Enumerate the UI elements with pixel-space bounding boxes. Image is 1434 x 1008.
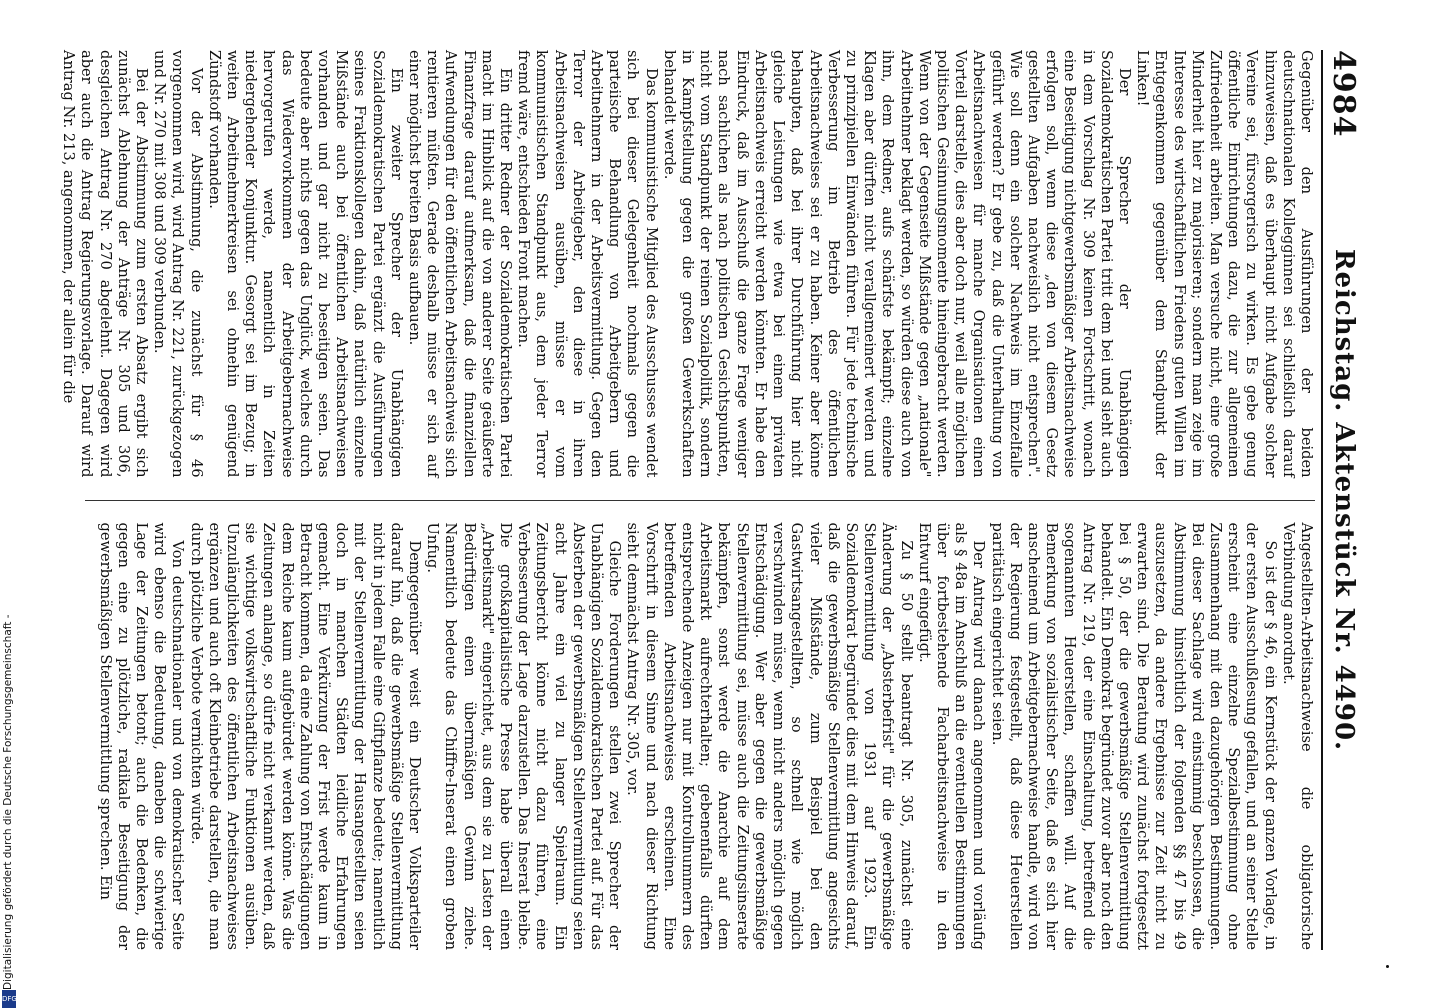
paragraph: Gleiche Forderungen stellen zwei Sprecher der Unabhängigen Sozialdemokratischen Partei auf. Für das Absterben der gewerbsmäßigen Stellenvermittlung seien acht Jahre ein viel zu langer Spielraum. Ein Zeitungsbericht könne nicht dazu führen, eine Verbesserung der Lage darzustellen. Das Inserat bleibe. Die großkapitalistische Presse habe überall einen „Arbeitsmarkt" eingerichtet, aus dem sie zu Lasten der Bedürftigen einen übermäßigen Gewinn ziehe. Namentlich bedeute das Chiffre-Inserat einen groben Unfug.: [424, 522, 624, 950]
paragraph: Ein zweiter Sprecher der Unabhängigen Sozialdemokratischen Partei ergänzt die Ausführungen seines Fraktionskollegen dahin, daß natürlich einzelne Mißstände auch bei öffentlichen Arbeitsnachweisen vorhanden und gar nicht zu beseitigen seien. Das bedeute aber nichts gegen das Unglück, welches durch das Wiedervorkommen der Arbeitgebernachweise hervorgerufen werde, namentlich in Zeiten niedergehender Konjunktur. Gesorgt sei im Bezug; in weiten Arbeitnehmerkreisen sei ohnehin genügend Zündstoff vorhanden.: [205, 50, 405, 478]
page-number: 4984: [1326, 50, 1361, 138]
paragraph: Von deutschnationaler und von demokratischer Seite wird ebenso die Bedeutung, daneben die schwierige Lage der Zeitungen betont; auch die Bedenken, die gegen eine zu plötzliche, radikale Beseitigung der gewerbsmäßigen Stellenvermittlung sprechen. Ein: [96, 522, 187, 950]
paragraph: Vor der Abstimmung, die zunächst für § 46 vorgenommen wird, wird Antrag Nr. 221, zurückgezogen und Nr. 270 mit 308 und 309 verbunden.: [151, 50, 205, 478]
paragraph: Angestellten-Arbeitsnachweise die obligatorische Verbindung anordnet.: [1279, 522, 1315, 950]
paragraph: Bei der Abstimmung zum ersten Absatz ergibt sich zunächst Ablehnung der Anträge Nr. 305 und 306, desgleichen Antrag Nr. 270 abgelehnt. Dagegen wird aber auch die Antrag Regierungsvorlage. Darauf wird Antrag Nr. 213, angenommen, der allein für die: [60, 50, 150, 478]
text-columns: [60, 50, 1315, 950]
left-column: [60, 50, 1315, 478]
running-title: Reichstag. Aktenstück Nr. 4490.: [1329, 248, 1359, 752]
paragraph: Der Sprecher der Unabhängigen Sozialdemokratischen Partei tritt dem bei und sieht auch in dem Vorschlag Nr. 309 keinen Fortschritt, wonach eine Beseitigung nichtgewerbsmäßiger Arbeitsnachweise erfolgen soll, wenn diese „den von diesem Gesetz gestellten Aufgaben nachweislich nicht entsprechen". Wie soll denn ein solcher Nachweis im Einzelfalle geführt werden? Er gebe zu, daß die Unterhaltung von Arbeitsnachweisen für manche Organisationen einen Vorteil darstelle, dies aber doch nur, weil alle möglichen politischen Gesinnungsmomente hineingebracht werden. Wenn von der Gegenseite Mißstände gegen „nationale" Arbeitnehmer beklagt werden, so würden diese auch von ihm, dem Redner, aufs schärfste bekämpft; einzelne Klagen aber dürften nicht verallgemeinert werden und zu prinzipiellen Einwänden führen. Für jede technische Verbesserung im Betrieb des öffentlichen Arbeitsnachweises sei er zu haben. Keiner aber könne behaupten, daß bei ihrer Durchführung hier nicht gleiche Leistungen wie etwa bei einem privaten Arbeitsnachweis erreicht werden könnten. Er habe den Eindruck, daß im Ausschuß die ganze Frage weniger nach sachlichen als nach politischen Gesichtspunkten, nicht vom Standpunkt der reinen Sozialpolitik, sondern in Kampfstellung gegen die großen Gewerkschaften behandelt werde.: [660, 50, 1133, 478]
digitization-credit: [2, 540, 17, 1003]
paragraph: Der Antrag wird danach angenommen und vorläufig als § 48a im Anschluß an die eventuellen Bestimmungen über fortbestehende Facharbeitsnachweise in den Entwurf eingefügt.: [915, 522, 988, 950]
paragraph: Das kommunistische Mitglied des Ausschusses wendet sich bei dieser Gelegenheit nochmals gegen die parteiische Behandlung von Arbeitgebern und Arbeitnehmern in der Arbeitsvermittlung. Gegen den Terror der Arbeitgeber, den diese in ihren Arbeitsnachweisen ausüben, müsse er vom kommunistischen Standpunkt aus, dem jeder Terror fremd wäre, entschieden Front machen.: [515, 50, 660, 478]
speck: [1386, 965, 1389, 968]
paragraph: Ein dritter Redner der Sozialdemokratischen Partei macht im Hinblick auf die von anderer Seite geäußerte Finanzfrage darauf aufmerksam, daß die finanziellen Aufwendungen für den öffentlichen Arbeitsnachweis sich rentieren müßten. Gerade deshalb müsse er sich auf einer möglichst breiten Basis aufbauen.: [406, 50, 515, 478]
paragraph: Gegenüber den Ausführungen der beiden deutschnationalen Kollegginnen sei schließlich darauf hinzuweisen, daß es überhaupt nicht Aufgabe solcher Vereine sei, fürsorgerisch zu wirken. Es gebe genug öffentliche Einrichtungen dazu, die zur allgemeinen Zufriedenheit arbeiten. Man versuche nicht, eine große Minderheit hier zu majorisieren; sondern man zeige im Interesse des wirtschaftlichen Friedens guten Willen im Entgegenkommen gegenüber dem Standpunkt der Linken!: [1134, 50, 1315, 478]
dfg-logo: DFG: [2, 990, 16, 1008]
column-divider: [85, 500, 1315, 501]
credit-text: Digitalisierung gefördert durch die Deutsche Forschungsgemeinschaft -: [2, 614, 14, 990]
document-page: [57, 30, 1377, 970]
paragraph: Demgegenüber weist ein Deutscher Volksparteiler darauf hin, daß die gewerbsmäßige Stellenvermittlung nicht in jedem Falle eine Giftpflanze bedeute; namentlich mit der Stellenvermittlung der Hausangestellten seien doch in manchen Städten leidliche Erfahrungen gemacht. Eine Verkürzung der Frist werde kaum in Betracht kommen, da eine Zahlung von Entschädigungen dem Reiche kaum aufgebürdet werden könne. Was die Zeitungen anlange, so dürfe nicht verkannt werden, daß sie wichtige volkswirtschaftliche Funktionen ausüben. Unzulänglichkeiten des öffentlichen Arbeitsnachweises ergänzen und auch oft Kleinbetriebe darstellen, die man durch plötzliche Verbote vernichten würde.: [187, 522, 424, 950]
paragraph: Zu § 50 stellt beantragt Nr. 305, zunächst eine Änderung der „Absterbefrist" für die gewerbsmäßige Stellenvermittlung von 1931 auf 1923. Ein Sozialdemokrat begründet dies mit dem Hinweis darauf, daß die gewerbsmäßige Stellenvermittlung angesichts vieler Mißstände, zum Beispiel bei den Gastwirtsangestellten, so schnell wie möglich verschwinden müsse, wenn nicht anders möglich gegen Entschädigung. Wer aber gegen die gewerbsmäßige Stellenvermittlung sei, müsse auch die Zeitungsinserate bekämpfen, sonst werde die Anarchie auf dem Arbeitsmarkt aufrechterhalten; gebenenfalls dürften entsprechende Anzeigen nur mit Kontrollnummern des betreffenden Arbeitsnachweises erscheinen. Eine Vorschrift in diesem Sinne und nach dieser Richtung sieht demnächst Antrag Nr. 305, vor.: [624, 522, 915, 950]
page-header: [1321, 50, 1363, 950]
paragraph: So ist der § 46, ein Kernstück der ganzen Vorlage, in der ersten Ausschußlesung gefallen, und an seiner Stelle erscheint eine einzelne Spezialbestimmung ohne Zusammenhang mit den dazugehörigen Bestimmungen. Bei dieser Sachlage wird einstimmig beschlossen, die Abstimmung hinsichtlich der folgenden §§ 47 bis 49 auszusetzen, da andere Ergebnisse zur Zeit nicht zu erwarten sind. Die Beratung wird zunächst fortgesetzt bei § 50, der die gewerbsmäßige Stellenvermittlung behandelt. Ein Demokrat begründet zuvor aber noch den Antrag Nr. 219, der eine Einschaltung, betreffend die sogenannten Heuerstellen, schaffen will. Auf die Bemerkung von sozialistischer Seite, daß es sich hier anscheinend um Arbeitgebernachweise handle, wird von der Regierung festgestellt, daß diese Heuerstellen paritätisch eingerichtet seien.: [988, 522, 1279, 950]
right-column: [85, 523, 1315, 951]
